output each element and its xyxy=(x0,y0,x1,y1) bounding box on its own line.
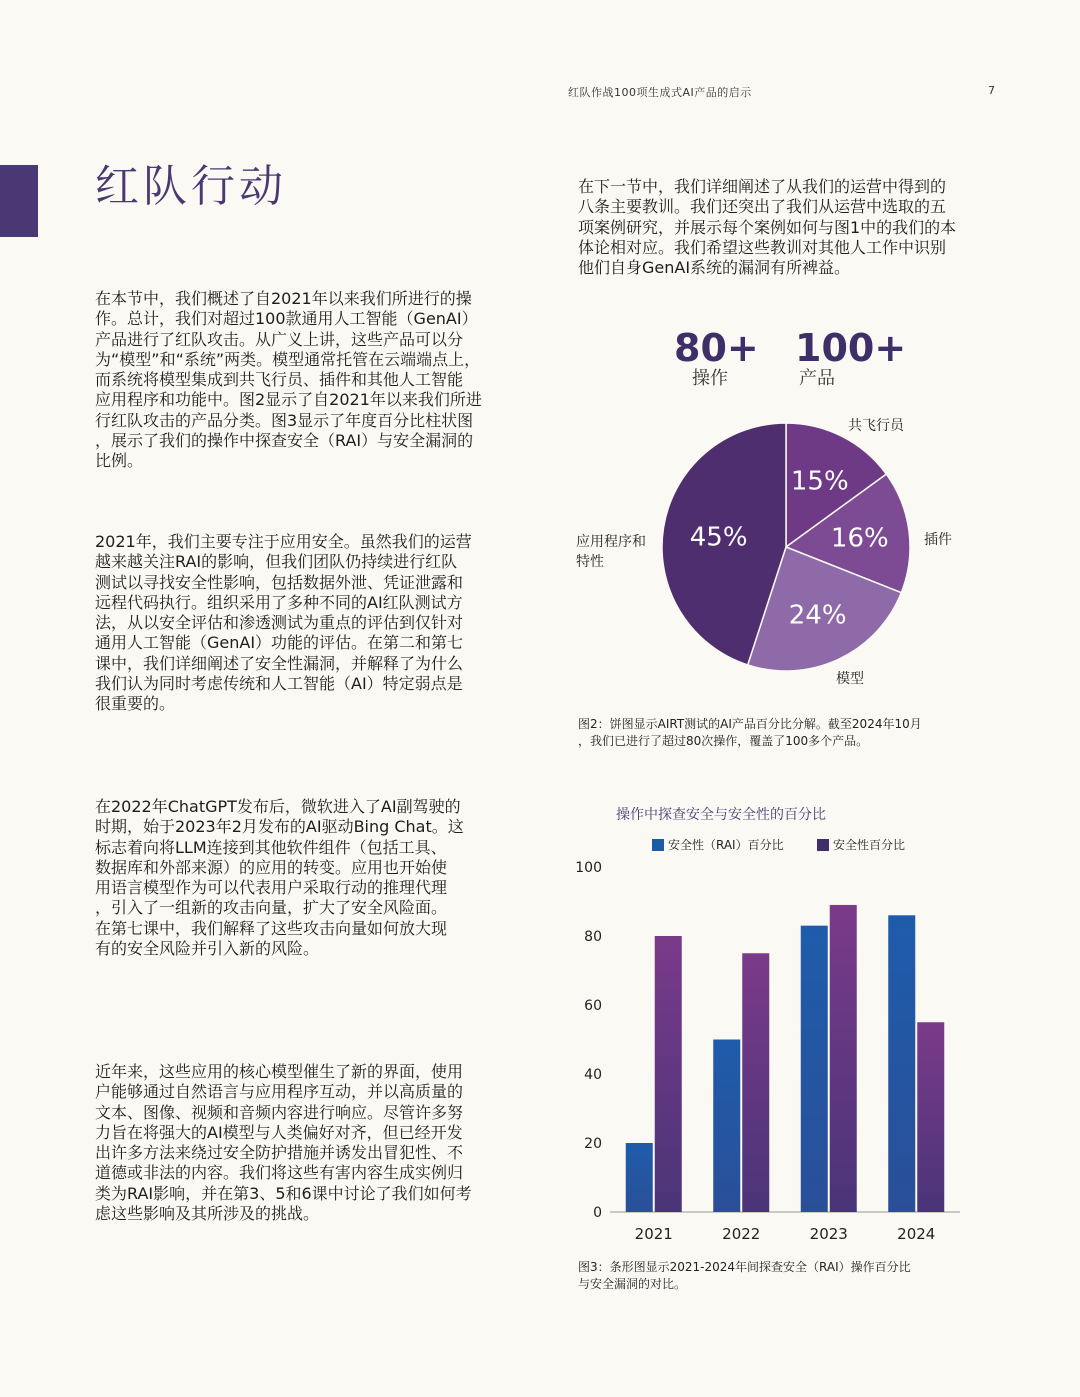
legend-item-security xyxy=(817,836,905,853)
text-line: 产品进行了红队攻击。从广义上讲，这些产品可以分 xyxy=(95,329,464,349)
y-tick-label: 60 xyxy=(584,998,602,1014)
y-tick-label: 100 xyxy=(575,860,602,876)
text-line: 越来越关注RAI的影响，但我们团队仍持续进行红队 xyxy=(95,552,458,572)
text-line: 在本节中，我们概述了自2021年以来我们所进行的操 xyxy=(95,289,472,308)
text-line: 我们认为同时考虑传统和人工智能（AI）特定弱点是 xyxy=(95,674,463,694)
x-tick-label: 2022 xyxy=(722,1225,761,1243)
stat-value: 80+ xyxy=(674,326,759,370)
text-line: 在第七课中，我们解释了这些攻击向量如何放大现 xyxy=(95,918,448,938)
paragraph-next-section xyxy=(578,177,996,278)
text-line: 在下一节中，我们详细阐述了从我们的运营中得到的 xyxy=(578,177,947,196)
running-header: 红队作战100项生成式AI产品的启示 xyxy=(568,86,752,99)
bar-rai-2021 xyxy=(626,1143,653,1212)
text-line: 作。总计，我们对超过100款通用人工智能（GenAI） xyxy=(95,309,478,329)
text-line: 图3：条形图显示2021-2024年间探查安全（RAI）操作百分比 xyxy=(578,1260,911,1274)
text-line: 远程代码执行。组织采用了多种不同的AI红队测试方 xyxy=(95,592,463,612)
text-line: 法，从以安全评估和渗透测试为重点的评估到仅针对 xyxy=(95,613,464,633)
bar-rai-2023 xyxy=(801,926,828,1212)
pie-chart xyxy=(640,410,940,690)
figure-2-caption xyxy=(578,716,922,750)
pie-value-label: 45% xyxy=(689,522,748,553)
bar-chart xyxy=(565,852,985,1252)
text-line: 标志着向将LLM连接到其他软件组件（包括工具、 xyxy=(95,837,447,857)
section-title: 红队行动 xyxy=(95,161,287,212)
bar-chart-title: 操作中探查安全与安全性的百分比 xyxy=(616,807,826,823)
text-line: 文本、图像、视频和音频内容进行响应。尽管许多努 xyxy=(95,1102,464,1122)
text-line: 与安全漏洞的对比。 xyxy=(578,1277,687,1291)
text-line: 道德或非法的内容。我们将这些有害内容生成实例归 xyxy=(95,1163,464,1183)
legend-label: 安全性（RAI）百分比 xyxy=(668,838,784,852)
text-line: 力旨在将强大的AI模型与人类偏好对齐，但已经开发 xyxy=(95,1122,463,1142)
text-line: 比例。 xyxy=(95,451,144,471)
text-line: 2021年，我们主要专注于应用安全。虽然我们的运营 xyxy=(95,532,472,551)
text-line: 特性 xyxy=(576,554,604,570)
pie-label-plugins: 插件 xyxy=(924,532,952,548)
pie-label-apps xyxy=(576,532,646,572)
text-line: 他们自身GenAI系统的漏洞有所裨益。 xyxy=(578,258,851,278)
stat-operations xyxy=(674,328,759,390)
page-number: 7 xyxy=(988,84,995,97)
stat-value: 100+ xyxy=(795,326,907,370)
y-tick-label: 0 xyxy=(593,1205,602,1221)
text-line: 为“模型”和“系统”两类。模型通常托管在云端端点上， xyxy=(95,349,481,369)
stat-products xyxy=(795,328,906,390)
bar-security-2023 xyxy=(830,905,857,1212)
text-line: 户能够通过自然语言与应用程序互动，并以高质量的 xyxy=(95,1082,464,1102)
side-accent-tab xyxy=(0,165,38,237)
text-line: 有的安全风险并引入新的风险。 xyxy=(95,939,320,959)
text-line: 项案例研究，并展示每个案例如何与图1中的我们的本 xyxy=(578,217,957,237)
x-tick-label: 2024 xyxy=(897,1225,936,1243)
legend-swatch xyxy=(652,839,664,851)
bar-security-2021 xyxy=(655,936,682,1212)
text-line: 八条主要教训。我们还突出了我们从运营中选取的五 xyxy=(578,197,947,217)
paragraph-overview xyxy=(95,289,513,472)
text-line: 应用程序和功能中。图2显示了自2021年以来我们所进 xyxy=(95,390,482,410)
x-tick-label: 2023 xyxy=(809,1225,848,1243)
text-line: 通用人工智能（GenAI）功能的评估。在第二和第七 xyxy=(95,633,464,653)
y-tick-label: 80 xyxy=(584,929,602,945)
legend-label: 安全性百分比 xyxy=(833,838,906,852)
text-line: ，我们已进行了超过80次操作，覆盖了100多个产品。 xyxy=(578,734,869,748)
y-tick-label: 20 xyxy=(584,1136,602,1152)
bar-rai-2024 xyxy=(888,915,915,1212)
text-line: 应用程序和 xyxy=(576,534,646,550)
text-line: 类为RAI影响，并在第3、5和6课中讨论了我们如何考 xyxy=(95,1183,472,1203)
bar-rai-2022 xyxy=(713,1040,740,1213)
text-line: 很重要的。 xyxy=(95,694,176,714)
paragraph-2021 xyxy=(95,532,513,715)
pie-value-label: 24% xyxy=(788,600,847,631)
text-line: 数据库和外部来源）的应用的转变。应用也开始使 xyxy=(95,857,448,877)
bar-security-2022 xyxy=(742,953,769,1212)
text-line: 虑这些影响及其所涉及的挑战。 xyxy=(95,1204,320,1224)
legend-swatch xyxy=(817,839,829,851)
pie-label-copilot: 共飞行员 xyxy=(848,418,904,434)
stat-label: 产品 xyxy=(799,368,835,389)
text-line: 用语言模型作为可以代表用户采取行动的推理代理 xyxy=(95,878,448,898)
text-line: 时期，始于2023年2月发布的AI驱动Bing Chat。这 xyxy=(95,817,464,837)
bar-security-2024 xyxy=(917,1022,944,1212)
legend-item-rai xyxy=(652,836,784,853)
paragraph-2022 xyxy=(95,797,513,959)
paragraph-recent xyxy=(95,1062,513,1224)
y-tick-label: 40 xyxy=(584,1067,602,1083)
pie-value-label: 16% xyxy=(830,523,889,554)
x-tick-label: 2021 xyxy=(634,1225,673,1243)
text-line: 课中，我们详细阐述了安全性漏洞，并解释了为什么 xyxy=(95,653,464,673)
text-line: ，引入了一组新的攻击向量，扩大了安全风险面。 xyxy=(95,898,448,918)
figure-3-caption xyxy=(578,1259,911,1293)
pie-value-label: 15% xyxy=(790,466,849,497)
text-line: 而系统将模型集成到共飞行员、插件和其他人工智能 xyxy=(95,370,464,390)
text-line: 行红队攻击的产品分类。图3显示了年度百分比柱状图 xyxy=(95,410,474,430)
pie-label-models: 模型 xyxy=(836,671,864,687)
stat-label: 操作 xyxy=(692,368,728,389)
text-line: 近年来，这些应用的核心模型催生了新的界面，使用 xyxy=(95,1062,464,1081)
text-line: 测试以寻找安全性影响，包括数据外泄、凭证泄露和 xyxy=(95,572,464,592)
text-line: 图2：饼图显示AIRT测试的AI产品百分比分解。截至2024年10月 xyxy=(578,717,922,731)
text-line: 体论相对应。我们希望这些教训对其他人工作中识别 xyxy=(578,237,947,257)
text-line: 在2022年ChatGPT发布后，微软进入了AI副驾驶的 xyxy=(95,797,461,816)
text-line: ，展示了我们的操作中探查安全（RAI）与安全漏洞的 xyxy=(95,431,474,451)
text-line: 出许多方法来绕过安全防护措施并诱发出冒犯性、不 xyxy=(95,1143,464,1163)
